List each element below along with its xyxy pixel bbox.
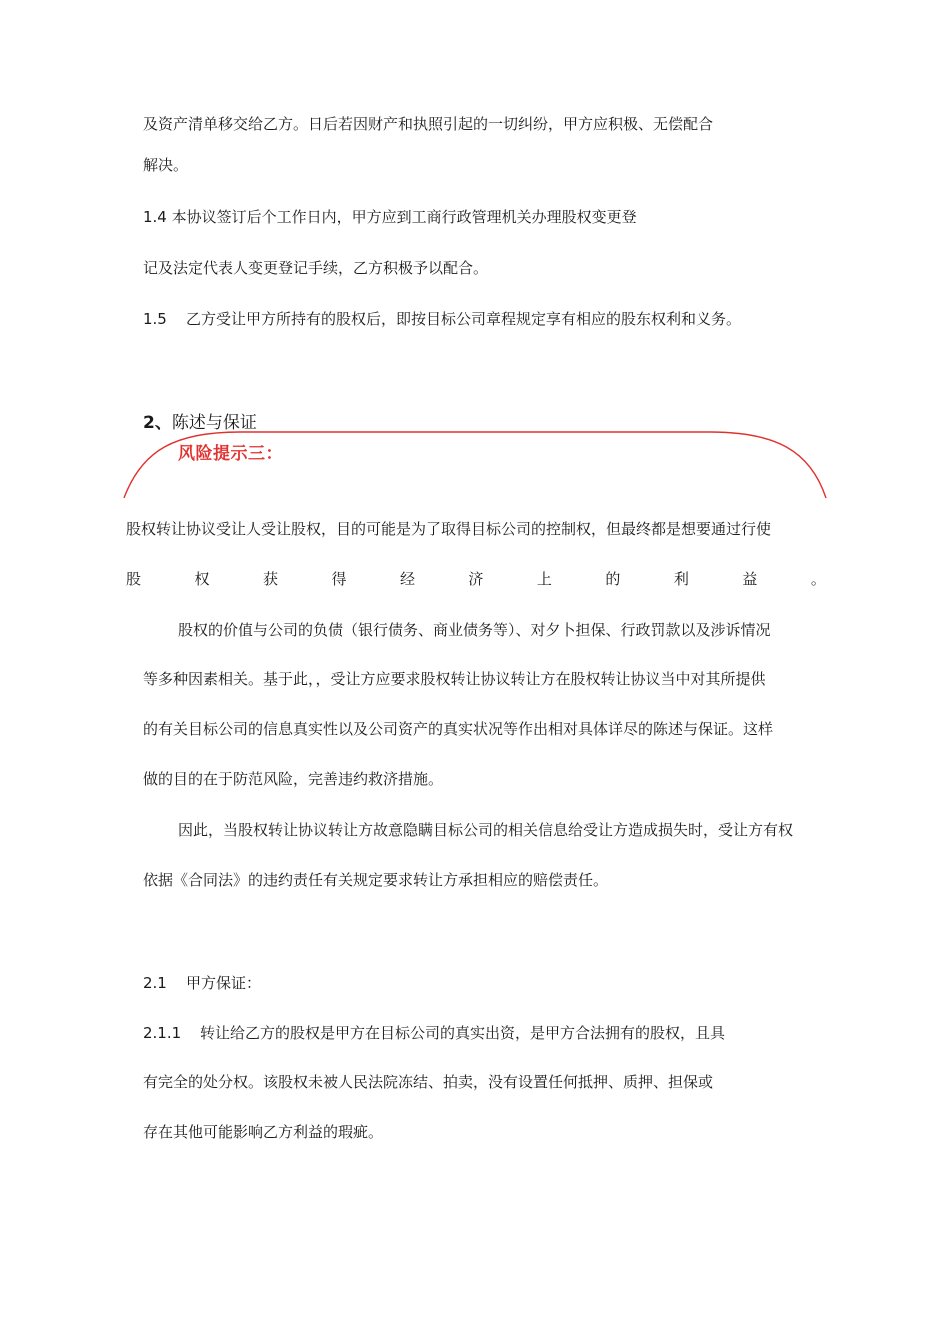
paragraph-line: 等多种因素相关。基于此，，受让方应要求股权转让协议转让方在股权转让协议当中对其所提供 (143, 670, 766, 688)
justified-line (126, 569, 826, 589)
justified-char: 权 (194, 570, 210, 588)
section-title: 陈述与保证 (171, 413, 257, 433)
justified-char: 获 (262, 570, 278, 588)
clause-number: 2.1 (143, 974, 167, 992)
paragraph-line: 的有关目标公司的信息真实性以及公司资产的真实状况等作出相对具体详尽的陈述与保证。这样 (143, 720, 774, 738)
justified-char: 济 (468, 570, 484, 588)
justified-char: 利 (673, 570, 689, 588)
justified-char: 得 (331, 570, 347, 588)
paragraph-line: 及资产清单移交给乙方。日后若因财产和执照引起的一切纠纷，甲方应积极、无偿配合 (143, 115, 714, 133)
paragraph-line: 因此，当股权转让协议转让方故意隐瞒目标公司的相关信息给受让方造成损失时，受让方有权 (178, 821, 794, 839)
section-number: 2、 (143, 413, 172, 433)
paragraph-line: 做的目的在于防范风险，完善违约救济措施。 (143, 770, 444, 788)
clause-text: 乙方受让甲方所持有的股权后，即按目标公司章程规定享有相应的股东权利和义务。 (186, 310, 742, 328)
clause-number: 1.5 (143, 310, 167, 328)
clause-1-4-line1: 1.4 本协议签订后个工作日内，甲方应到工商行政管理机关办理股权变更登 (143, 208, 637, 226)
clause-1-4-line2: 记及法定代表人变更登记手续，乙方积极予以配合。 (143, 259, 489, 277)
clause-1-5 (143, 309, 741, 329)
risk-tip-label: 风险提示三： (178, 444, 283, 464)
justified-char: 经 (399, 570, 415, 588)
justified-char: 上 (536, 570, 552, 588)
justified-char: 益 (742, 570, 758, 588)
justified-char: 股 (126, 570, 142, 588)
paragraph-line: 存在其他可能影响乙方利益的瑕疵。 (143, 1123, 384, 1141)
clause-2-1 (143, 973, 261, 993)
clause-text: 转让给乙方的股权是甲方在目标公司的真实出资，是甲方合法拥有的股权，且具 (200, 1024, 726, 1042)
justified-char: 。 (810, 570, 826, 588)
clause-text: 甲方保证： (186, 974, 262, 992)
paragraph-line: 股权的价值与公司的负债（银行债务、商业债务等）、对夕卜担保、行政罚款以及涉诉情况 (178, 621, 771, 639)
paragraph-line: 依据《合同法》的违约责任有关规定要求转让方承担相应的赔偿责任。 (143, 871, 609, 889)
paragraph-line: 股权转让协议受让人受让股权，目的可能是为了取得目标公司的控制权，但最终都是想要通过行使 (126, 520, 772, 538)
paragraph-line: 解决。 (143, 156, 189, 174)
justified-char: 的 (605, 570, 621, 588)
clause-number: 2.1.1 (143, 1024, 182, 1042)
paragraph-line: 有完全的处分权。该股权未被人民法院冻结、拍卖，没有设置任何抵押、质押、担保或 (143, 1073, 714, 1091)
clause-2-1-1 (143, 1023, 725, 1043)
